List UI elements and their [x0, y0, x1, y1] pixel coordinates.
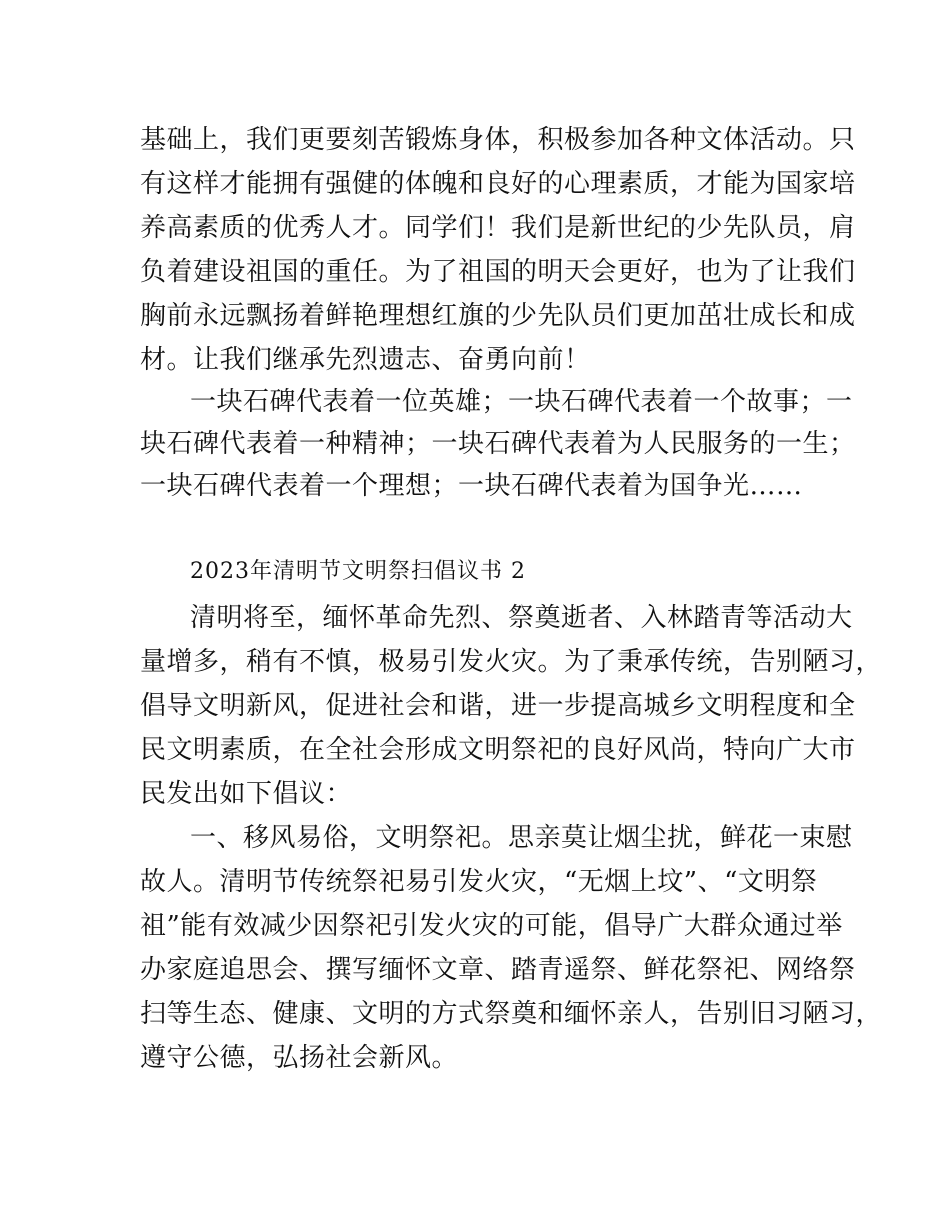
paragraph-line: 办家庭追思会、撰写缅怀文章、踏青遥祭、鲜花祭祀、网络祭 [140, 955, 856, 985]
paragraph-line: 故人。清明节传统祭祀易引发火灾，“无烟上坟”、“文明祭 [140, 867, 818, 897]
paragraph-line: 胸前永远飘扬着鲜艳理想红旗的少先队员们更加茁壮成长和成 [140, 301, 856, 331]
paragraph-line: 祖”能有效减少因祭祀引发火灾的可能，倡导广大群众通过举 [140, 911, 843, 941]
paragraph-line: 倡导文明新风，促进社会和谐，进一步提高城乡文明程度和全 [140, 691, 856, 721]
section-heading: 2023年清明节文明祭扫倡议书 2 [190, 559, 526, 584]
paragraph-line: 一块石碑代表着一个理想；一块石碑代表着为国争光…… [140, 471, 803, 501]
paragraph-line: 块石碑代表着一种精神；一块石碑代表着为人民服务的一生； [140, 429, 856, 459]
paragraph-line: 养高素质的优秀人才。同学们！我们是新世纪的少先队员，肩 [140, 213, 856, 243]
paragraph-line: 材。让我们继承先烈遗志、奋勇向前！ [140, 345, 591, 375]
paragraph-line: 量增多，稍有不慎，极易引发火灾。为了秉承传统，告别陋习， [140, 647, 883, 677]
paragraph-line: 基础上，我们更要刻苦锻炼身体，积极参加各种文体活动。只 [140, 125, 856, 155]
paragraph-line: 扫等生态、健康、文明的方式祭奠和缅怀亲人，告别旧习陋习， [140, 999, 883, 1029]
paragraph-line: 遵守公德，弘扬社会新风。 [140, 1043, 459, 1073]
paragraph-line: 一块石碑代表着一位英雄；一块石碑代表着一个故事；一 [190, 387, 853, 417]
paragraph-line: 有这样才能拥有强健的体魄和良好的心理素质，才能为国家培 [140, 169, 856, 199]
paragraph-line: 负着建设祖国的重任。为了祖国的明天会更好，也为了让我们 [140, 257, 856, 287]
paragraph-line: 一、移风易俗，文明祭祀。思亲莫让烟尘扰，鲜花一束慰 [190, 823, 853, 853]
paragraph-line: 民发出如下倡议： [140, 779, 353, 809]
paragraph-line: 清明将至，缅怀革命先烈、祭奠逝者、入林踏青等活动大 [190, 603, 853, 633]
paragraph-line: 民文明素质，在全社会形成文明祭祀的良好风尚，特向广大市 [140, 735, 856, 765]
